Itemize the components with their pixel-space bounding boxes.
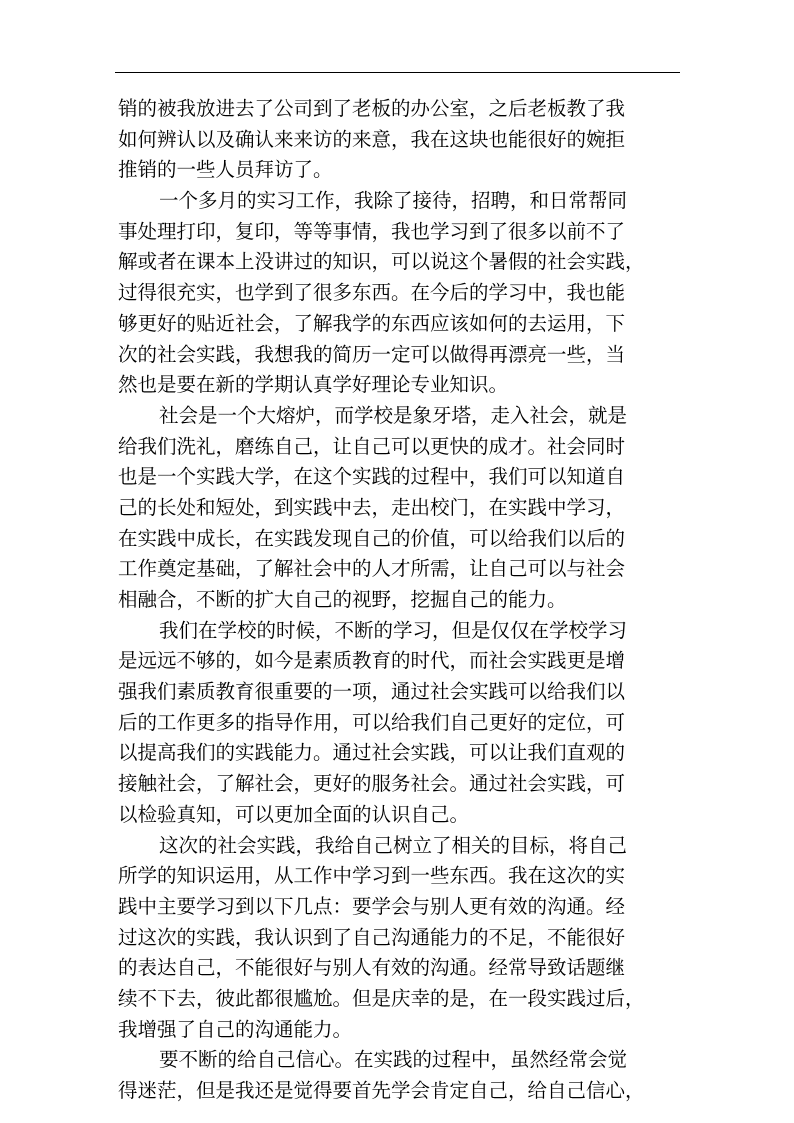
text-line: 践中主要学习到以下几点：要学会与别人更有效的沟通。经 — [118, 894, 626, 918]
text-line: 所学的知识运用，从工作中学习到一些东西。我在这次的实 — [118, 864, 626, 888]
paragraph-first-line: 这次的社会实践，我给自己树立了相关的目标，将自己 — [159, 833, 628, 857]
text-line: 我增强了自己的沟通能力。 — [118, 1017, 353, 1041]
text-line: 在实践中成长，在实践发现自己的价值，可以给我们以后的 — [118, 526, 626, 550]
text-line: 得迷茫，但是我还是觉得要首先学会肯定自己，给自己信心， — [118, 1079, 645, 1102]
text-line: 续不下去，彼此都很尴尬。但是庆幸的是，在一段实践过后， — [118, 986, 645, 1010]
text-line: 以提高我们的实践能力。通过社会实践，可以让我们直观的 — [118, 741, 626, 765]
text-line: 接触社会，了解社会，更好的服务社会。通过社会实践，可 — [118, 772, 626, 796]
text-line: 后的工作更多的指导作用，可以给我们自己更好的定位，可 — [118, 710, 626, 734]
header-rule — [115, 72, 680, 73]
paragraph-first-line: 社会是一个大熔炉，而学校是象牙塔，走入社会，就是 — [159, 403, 628, 427]
text-line: 的表达自己，不能很好与别人有效的沟通。经常导致话题继 — [118, 956, 626, 980]
text-line: 销的被我放进去了公司到了老板的办公室，之后老板教了我 — [118, 97, 626, 120]
text-line: 以检验真知，可以更加全面的认识自己。 — [118, 802, 470, 826]
text-line: 推销的一些人员拜访了。 — [118, 158, 333, 182]
paragraph-first-line: 一个多月的实习工作，我除了接待，招聘，和日常帮同 — [159, 189, 628, 213]
text-line: 事处理打印，复印，等等事情，我也学习到了很多以前不了 — [118, 219, 626, 243]
paragraph-first-line: 我们在学校的时候，不断的学习，但是仅仅在学校学习 — [159, 618, 628, 642]
text-line: 过这次的实践，我认识到了自己沟通能力的不足，不能很好 — [118, 925, 626, 949]
text-line: 己的长处和短处，到实践中去，走出校门，在实践中学习， — [118, 495, 626, 519]
text-line: 也是一个实践大学，在这个实践的过程中，我们可以知道自 — [118, 465, 626, 489]
text-line: 过得很充实，也学到了很多东西。在今后的学习中，我也能 — [118, 281, 626, 305]
text-line: 强我们素质教育很重要的一项，通过社会实践可以给我们以 — [118, 680, 626, 704]
text-line: 相融合，不断的扩大自己的视野，挖掘自己的能力。 — [118, 588, 567, 611]
text-line: 解或者在课本上没讲过的知识，可以说这个暑假的社会实践， — [118, 250, 645, 274]
text-line: 然也是要在新的学期认真学好理论专业知识。 — [118, 373, 509, 397]
text-line: 给我们洗礼，磨练自己，让自己可以更快的成才。社会同时 — [118, 434, 626, 458]
text-line: 次的社会实践，我想我的简历一定可以做得再漂亮一些，当 — [118, 342, 626, 366]
paragraph-first-line: 要不断的给自己信心。在实践的过程中，虽然经常会觉 — [159, 1048, 628, 1072]
text-line: 如何辨认以及确认来来访的来意，我在这块也能很好的婉拒 — [118, 127, 626, 151]
text-line: 够更好的贴近社会，了解我学的东西应该如何的去运用，下 — [118, 311, 626, 335]
document-body — [118, 94, 680, 1107]
text-line: 是远远不够的，如今是素质教育的时代，而社会实践更是增 — [118, 649, 626, 673]
text-line: 工作奠定基础，了解社会中的人才所需，让自己可以与社会 — [118, 557, 626, 581]
